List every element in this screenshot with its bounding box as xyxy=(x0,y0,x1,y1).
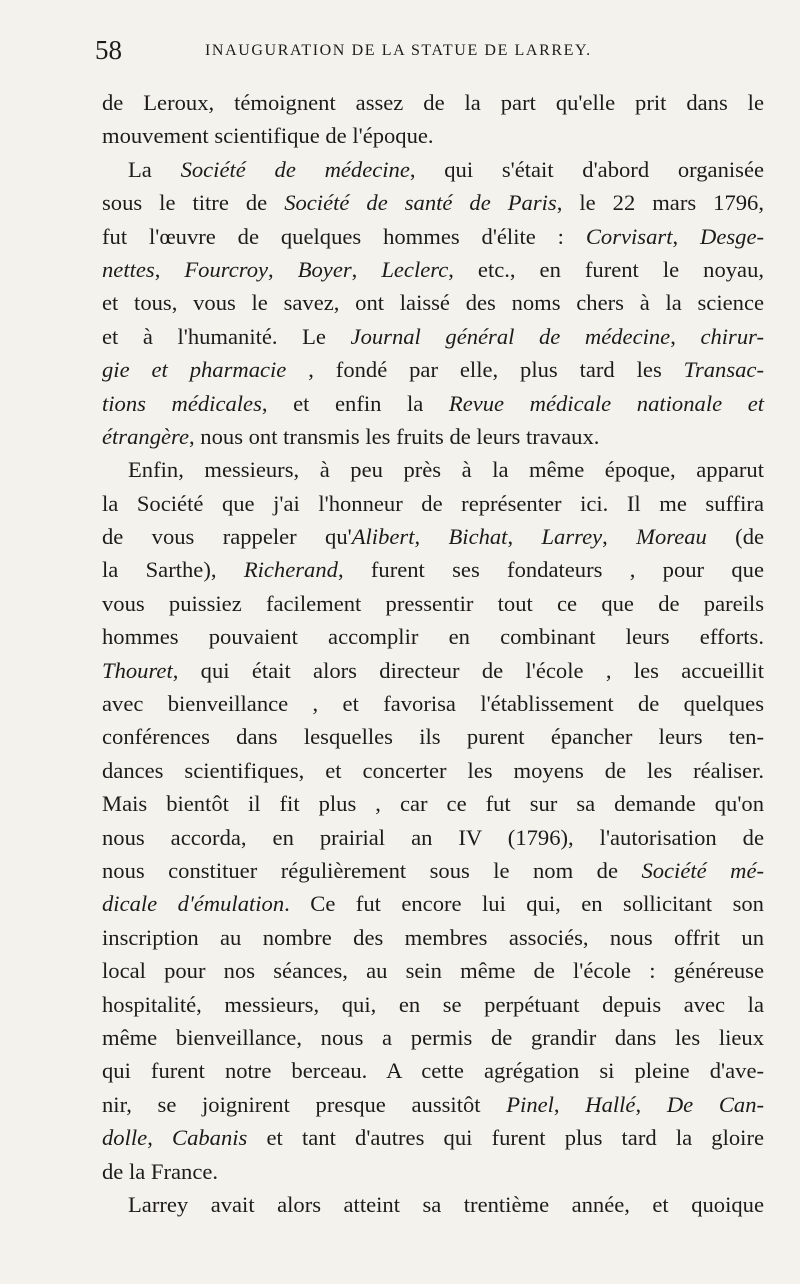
text-line: de la France. xyxy=(102,1158,219,1184)
text-line: conférences dans lesquelles ils purent épancher leurs ten- xyxy=(102,724,764,750)
text-line: la Sarthe), Richerand, furent ses fondateurs , pour que xyxy=(102,557,764,583)
text-line: La Société de médecine, qui s'était d'abord organisée xyxy=(128,156,765,182)
page-number: 58 xyxy=(95,35,122,65)
text-line: vous puissiez facilement pressentir tout ce que de pareils xyxy=(102,590,764,616)
text-line: avec bienveillance , et favorisa l'établissement de quelques xyxy=(102,691,764,717)
text-line: inscription au nombre des membres associés, nous offrit un xyxy=(102,924,764,950)
text-line: qui furent notre berceau. A cette agrégation si pleine d'ave- xyxy=(102,1058,764,1084)
text-line: et tous, vous le savez, ont laissé des noms chers à la science xyxy=(102,290,764,316)
text-line: sous le titre de Société de santé de Paris, le 22 mars 1796, xyxy=(102,190,764,216)
text-line: étrangère, nous ont transmis les fruits de leurs travaux. xyxy=(102,423,600,449)
text-line: hospitalité, messieurs, qui, en se perpétuant depuis avec la xyxy=(102,991,764,1017)
text-line: de Leroux, témoignent assez de la part qu'elle prit dans le xyxy=(102,90,764,115)
text-line: local pour nos séances, au sein même de l'école : généreuse xyxy=(102,958,764,984)
text-line: et à l'humanité. Le Journal général de médecine, chirur- xyxy=(102,323,764,349)
text-line: Enfin, messieurs, à peu près à la même époque, apparut xyxy=(128,457,764,483)
text-line: Mais bientôt il fit plus , car ce fut sur sa demande qu'on xyxy=(102,791,764,817)
text-line: Thouret, qui était alors directeur de l'école , les accueillit xyxy=(102,657,764,683)
text-line: la Société que j'ai l'honneur de représenter ici. Il me suffira xyxy=(102,490,764,516)
text-line: mouvement scientifique de l'époque. xyxy=(102,123,434,149)
text-line: dolle, Cabanis et tant d'autres qui furent plus tard la gloire xyxy=(102,1125,765,1151)
text-line: tions médicales, et enfin la Revue médicale nationale et xyxy=(102,390,765,416)
text-line: de vous rappeler qu'Alibert, Bichat, Larrey, Moreau (de xyxy=(102,524,765,550)
text-line: fut l'œuvre de quelques hommes d'élite : Corvisart, Desge- xyxy=(102,223,765,249)
body-text xyxy=(102,86,764,1221)
text-line: même bienveillance, nous a permis de grandir dans les lieux xyxy=(102,1024,764,1050)
running-title: INAUGURATION DE LA STATUE DE LARREY. xyxy=(205,42,592,59)
text-line: gie et pharmacie , fondé par elle, plus tard les Transac- xyxy=(102,357,764,383)
text-line: nettes, Fourcroy, Boyer, Leclerc, etc., en furent le noyau, xyxy=(102,256,765,282)
text-line: nir, se joignirent presque aussitôt Pinel, Hallé, De Can- xyxy=(102,1091,765,1117)
text-line: dicale d'émulation. Ce fut encore lui qui, en sollicitant son xyxy=(102,891,764,917)
text-line: Larrey avait alors atteint sa trentième année, et quoique xyxy=(128,1191,764,1217)
text-line: hommes pouvaient accomplir en combinant leurs efforts. xyxy=(102,624,764,650)
text-line: dances scientifiques, et concerter les moyens de les réaliser. xyxy=(102,757,764,783)
text-line: nous constituer régulièrement sous le nom de Société mé- xyxy=(102,857,764,883)
text-line: nous accorda, en prairial an IV (1796), l'autorisation de xyxy=(102,824,764,850)
page-header xyxy=(95,34,655,66)
